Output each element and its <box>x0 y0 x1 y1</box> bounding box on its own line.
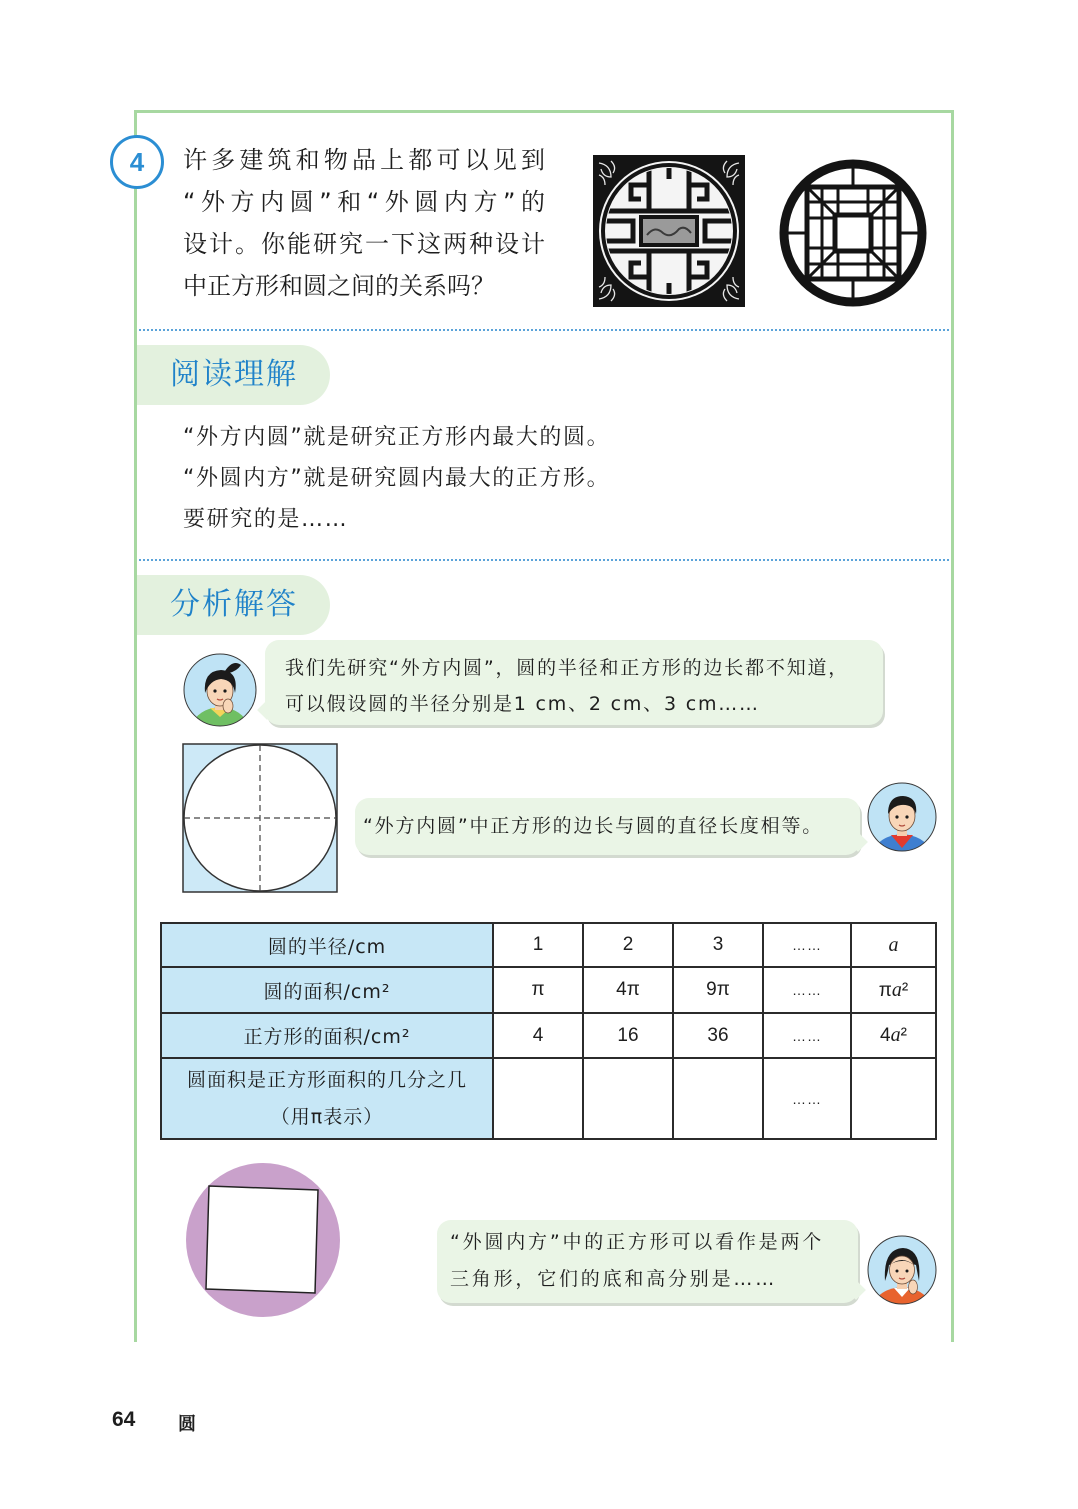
table-cell: …… <box>763 1013 851 1058</box>
row-label-line: 圆面积是正方形面积的几分之几 <box>186 1068 467 1091</box>
exponent: ² <box>900 1025 907 1046</box>
blank-answer-cell <box>583 1058 673 1139</box>
row-label-line: （用π表示） <box>270 1105 384 1128</box>
general-cell <box>851 1013 936 1058</box>
bubble-line: 我们先研究“外方内圆”，圆的半径和正方形的边长都不知道， <box>285 657 850 679</box>
problem-line: “外方内圆”和“外圆内方”的 <box>183 188 545 216</box>
square-window-image <box>593 155 745 307</box>
blank-answer-cell <box>673 1058 763 1139</box>
problem-line: 许多建筑和物品上都可以见到 <box>183 146 545 174</box>
table-cell: …… <box>763 923 851 967</box>
problem-line: 中正方形和圆之间的关系吗？ <box>183 272 495 300</box>
round-window-image <box>778 158 928 308</box>
table-cell: 2 <box>583 923 673 967</box>
speech-bubble-boy <box>355 798 860 855</box>
row-label: 圆的面积/cm² <box>161 967 493 1013</box>
table-cell: …… <box>763 967 851 1013</box>
page-number: 64 <box>112 1408 136 1431</box>
analysis-section-title: 分析解答 <box>170 587 298 622</box>
general-cell <box>851 923 936 967</box>
row-label: 圆的半径/cm <box>161 923 493 967</box>
table-cell: …… <box>763 1058 851 1139</box>
table-row <box>161 967 936 1013</box>
exponent: ² <box>901 979 909 1001</box>
table-cell: 16 <box>583 1013 673 1058</box>
table-cell: π <box>493 967 583 1013</box>
frame-right-border <box>951 110 954 1342</box>
blank-answer-cell <box>493 1058 583 1139</box>
problem-number-badge: 4 <box>110 135 164 189</box>
boy-avatar <box>867 782 937 852</box>
speech-bubble-girl <box>265 640 883 725</box>
reading-line: “外圆内方”就是研究圆内最大的正方形。 <box>183 466 611 491</box>
coefficient: 4 <box>880 1025 891 1046</box>
section-divider <box>139 559 949 561</box>
speech-bubble-girl-2 <box>437 1220 858 1303</box>
reading-section-title: 阅读理解 <box>170 357 298 392</box>
table-cell: 36 <box>673 1013 763 1058</box>
coefficient: π <box>878 979 892 1001</box>
frame-left-border <box>134 110 137 1342</box>
bubble-line: 三角形，它们的底和高分别是…… <box>450 1268 778 1290</box>
variable: a <box>890 1024 901 1046</box>
circle-in-square-diagram <box>182 743 338 893</box>
bubble-line: 可以假设圆的半径分别是1 cm、2 cm、3 cm…… <box>285 693 760 715</box>
table-cell: 1 <box>493 923 583 967</box>
problem-line: 设计。你能研究一下这两种设计 <box>183 230 545 258</box>
square-in-circle-diagram <box>185 1162 343 1320</box>
frame-top-border <box>134 110 954 113</box>
bubble-tail <box>257 700 277 720</box>
reading-line: 要研究的是…… <box>183 507 349 532</box>
section-divider <box>139 329 949 331</box>
general-cell <box>851 967 936 1013</box>
reading-line: “外方内圆”就是研究正方形内最大的圆。 <box>183 425 611 450</box>
variable: a <box>891 978 902 1001</box>
girl-avatar-2 <box>867 1235 937 1305</box>
table-cell: 4 <box>493 1013 583 1058</box>
analysis-section-header <box>137 575 330 635</box>
radius-area-table <box>160 922 937 1140</box>
bubble-line: “外方内圆”中正方形的边长与圆的直径长度相等。 <box>363 815 824 837</box>
chapter-title: 圆 <box>178 1414 196 1435</box>
bubble-line: “外圆内方”中的正方形可以看作是两个 <box>450 1231 825 1253</box>
table-row <box>161 923 936 967</box>
table-cell: 9π <box>673 967 763 1013</box>
row-label <box>161 1058 493 1139</box>
reading-section-header <box>137 345 330 405</box>
reading-text <box>183 417 610 540</box>
girl-avatar <box>183 653 257 727</box>
table-row <box>161 1013 936 1058</box>
row-label: 正方形的面积/cm² <box>161 1013 493 1058</box>
problem-statement <box>183 139 545 307</box>
table-cell: 4π <box>583 967 673 1013</box>
table-cell: 3 <box>673 923 763 967</box>
table-row <box>161 1058 936 1139</box>
blank-answer-cell <box>851 1058 936 1139</box>
variable: a <box>888 933 899 956</box>
